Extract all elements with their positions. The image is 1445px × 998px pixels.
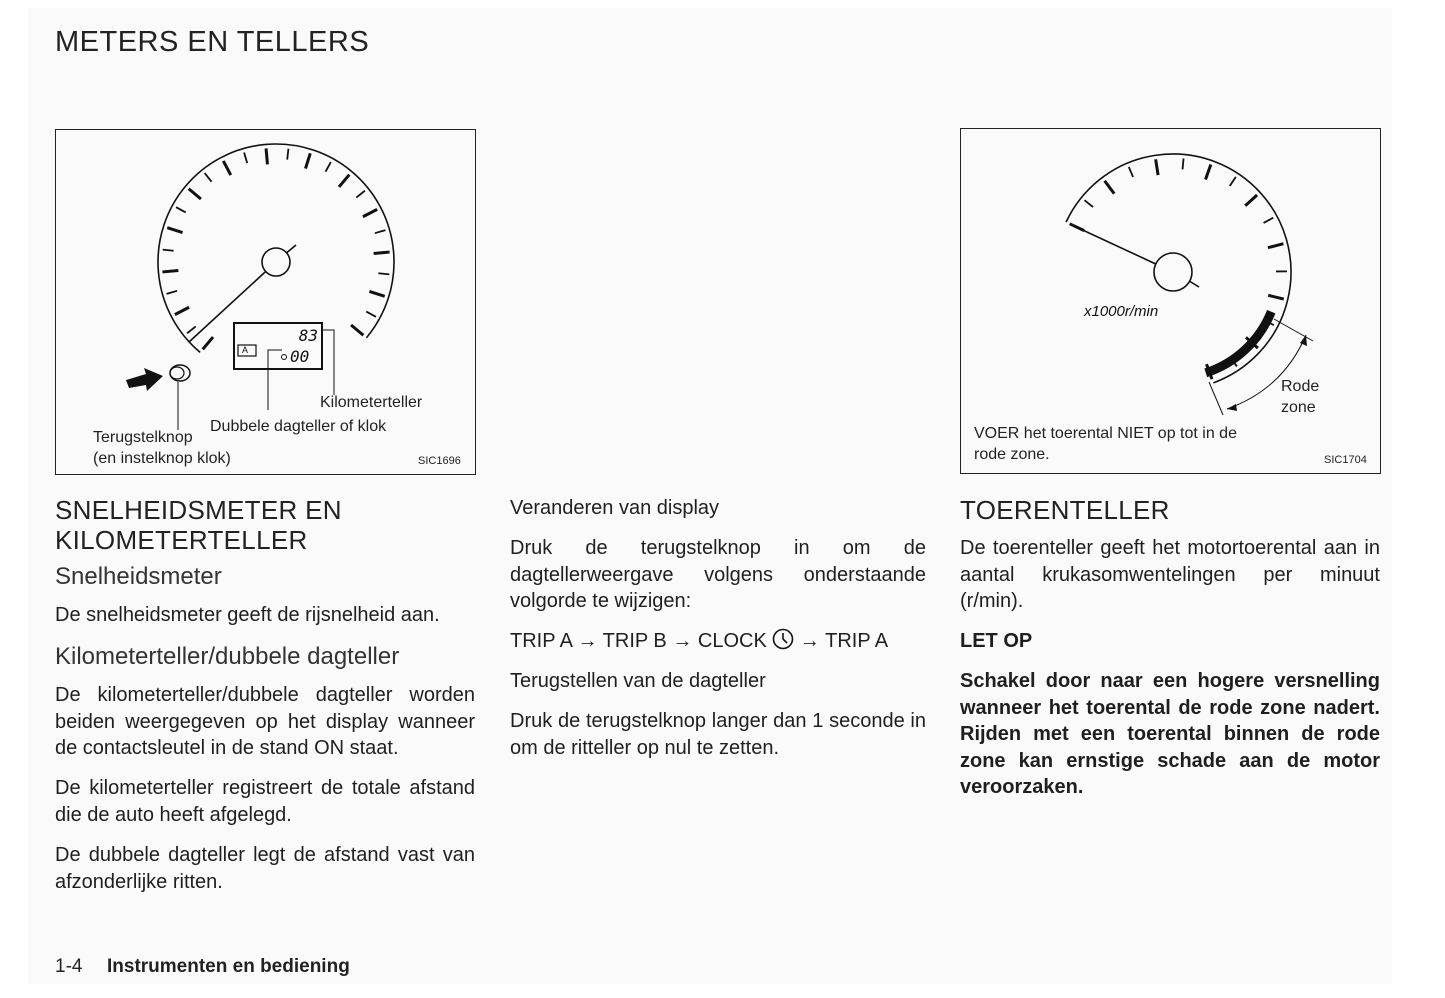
section-heading-tachometer: TOERENTELLER bbox=[960, 495, 1170, 525]
paragraph-heading: Veranderen van display bbox=[510, 497, 720, 519]
page-title: METERS EN TELLERS bbox=[55, 26, 370, 58]
seq-clock: CLOCK bbox=[697, 630, 767, 652]
seq-trip-a-again: TRIP A bbox=[825, 630, 889, 652]
odometer-digits: 83 bbox=[298, 326, 318, 345]
tachometer-illustration bbox=[961, 129, 1380, 473]
display-sequence bbox=[510, 628, 940, 655]
gauge-tick bbox=[363, 209, 377, 216]
gauge-tick bbox=[374, 252, 390, 253]
gauge-tick bbox=[378, 273, 389, 274]
gauge-tick bbox=[205, 173, 212, 182]
seq-trip-a: TRIP A bbox=[510, 630, 572, 652]
arrow: → bbox=[577, 630, 598, 652]
arrow-icon bbox=[126, 368, 163, 391]
paragraph: De snelheidsmeter geeft de rijsnelheid aan. bbox=[55, 604, 440, 626]
paragraph: De kilometerteller registreert de totale afstand die de auto heeft afgelegd. bbox=[55, 777, 475, 826]
section-heading-speedometer: SNELHEIDSMETER EN bbox=[55, 495, 342, 525]
tachometer-unit: x1000r/min bbox=[1084, 303, 1159, 320]
gauge-tick bbox=[187, 326, 196, 333]
paragraph: De toerenteller geeft het motortoerental aan in aantal krukasomwentelingen per minuut (r/min). bbox=[960, 537, 1380, 612]
gauge-tick bbox=[176, 207, 186, 212]
subheading-odometer-trip: Kilometerteller/dubbele dagteller bbox=[55, 643, 400, 670]
gauge-tick bbox=[189, 189, 201, 199]
gauge-tick bbox=[223, 161, 230, 175]
gauge-tick bbox=[1084, 200, 1093, 207]
gauge-tick bbox=[266, 148, 267, 164]
label-zone: zone bbox=[1281, 399, 1316, 416]
figure-code: SIC1704 bbox=[1324, 454, 1367, 466]
page-number: 1-4 bbox=[55, 956, 83, 977]
gauge-tick bbox=[167, 228, 182, 233]
label-trip-clock: Dubbele dagteller of klok bbox=[210, 418, 387, 435]
gauge-tick bbox=[305, 153, 310, 168]
figure-caption-line1: VOER het toerental NIET op tot in de bbox=[974, 425, 1237, 442]
speedometer-figure bbox=[55, 129, 476, 475]
gauge-tick bbox=[1230, 177, 1236, 186]
subheading-speedometer: Snelheidsmeter bbox=[55, 563, 222, 590]
caution-text: Schakel door naar een hogere versnelling wanneer het toerental de rode zone nadert. Rijden met een toerental binnen de rode zone kan ernstige schade aan de motor veroorzaken. bbox=[960, 670, 1380, 798]
needle-hub bbox=[262, 248, 290, 276]
label-reset-knob: Terugstelknop bbox=[93, 429, 193, 446]
label-reset-knob-sub: (en instelknop klok) bbox=[93, 450, 231, 467]
trip-digits: 00 bbox=[290, 347, 310, 366]
gauge-tick bbox=[356, 191, 365, 198]
gauge-tick bbox=[366, 312, 376, 317]
gauge-tick bbox=[163, 250, 174, 251]
paragraph: De dubbele dagteller legt de afstand vast van afzonderlijke ritten. bbox=[55, 844, 475, 893]
gauge-tick bbox=[287, 149, 288, 160]
gauge-tick bbox=[1156, 159, 1158, 175]
gauge-tick bbox=[1105, 181, 1115, 194]
seq-trip-b: TRIP B bbox=[602, 630, 667, 652]
caution-title: LET OP bbox=[960, 630, 1033, 652]
gauge-tick bbox=[326, 162, 331, 172]
gauge-tick bbox=[1129, 167, 1133, 177]
figure-code: SIC1696 bbox=[418, 455, 461, 467]
section-heading-odometer: KILOMETERTELLER bbox=[55, 525, 308, 555]
gauge-tick bbox=[162, 271, 178, 272]
gauge-tick bbox=[375, 230, 386, 233]
paragraph: De kilometerteller/dubbele dagteller worden beiden weergegeven op het display wanneer de contactsleutel in de stand ON staat. bbox=[55, 684, 475, 759]
gauge-tick bbox=[1268, 244, 1283, 248]
trip-letter: A bbox=[242, 345, 249, 355]
gauge-tick bbox=[244, 153, 247, 164]
label-red: Rode bbox=[1281, 378, 1320, 395]
gauge-tick bbox=[1206, 164, 1211, 179]
gauge-tick bbox=[1264, 218, 1274, 223]
chapter-title: Instrumenten en bediening bbox=[107, 956, 350, 977]
gauge-tick bbox=[175, 307, 189, 314]
paragraph-heading: Terugstellen van de dagteller bbox=[510, 670, 766, 692]
figure-caption-line2: rode zone. bbox=[974, 446, 1050, 463]
clock-icon bbox=[772, 628, 794, 650]
gauge-tick bbox=[167, 291, 178, 294]
arrow: → bbox=[672, 630, 693, 652]
gauge-tick bbox=[351, 325, 363, 335]
arrow: → bbox=[799, 630, 820, 652]
paragraph: Druk de terugstelknop langer dan 1 seconde in om de ritteller op nul te zetten. bbox=[510, 710, 926, 759]
gauge-tick bbox=[339, 175, 349, 187]
gauge-tick bbox=[1245, 195, 1257, 206]
label-odometer: Kilometerteller bbox=[320, 394, 423, 411]
tachometer-figure bbox=[960, 128, 1381, 474]
needle-hub bbox=[1154, 253, 1192, 291]
gauge-tick bbox=[203, 337, 213, 349]
paragraph: Druk de terugstelknop in om de dagtellerweergave volgens onderstaande volgorde te wijzigen: bbox=[510, 537, 926, 612]
gauge-tick bbox=[1183, 158, 1184, 169]
gauge-tick bbox=[369, 291, 384, 296]
gauge-tick bbox=[1268, 295, 1284, 299]
red-zone-arc bbox=[1206, 312, 1272, 373]
